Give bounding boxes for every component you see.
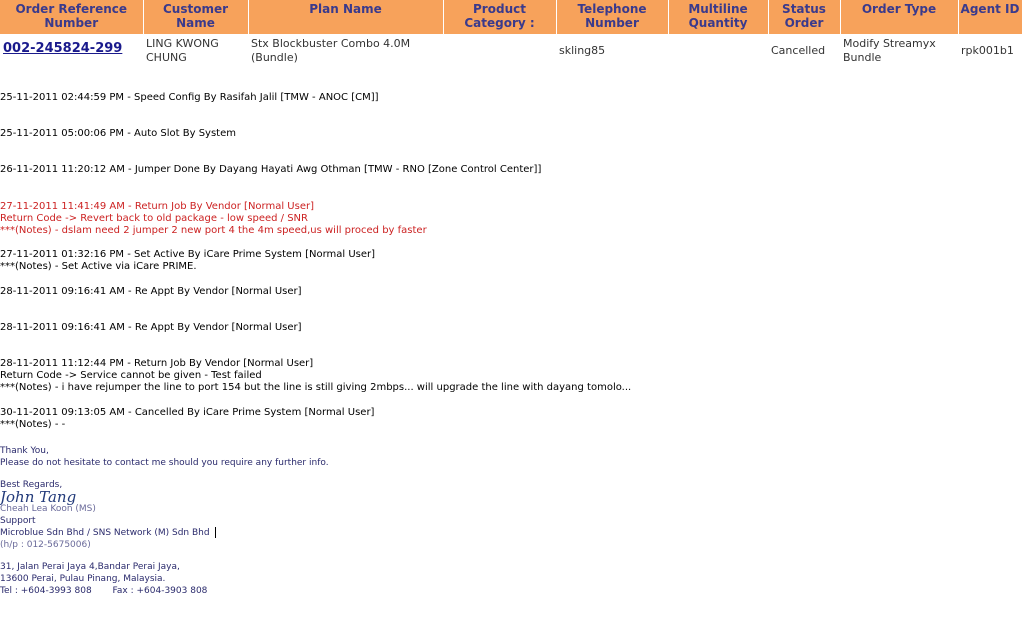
- text-cursor: [215, 527, 216, 538]
- log-entry: [0, 358, 631, 394]
- cell-order-type: Modify Streamyx Bundle: [843, 37, 936, 64]
- tel-number: Tel : +604-3993 808: [0, 586, 92, 596]
- header-multiline: Multiline Quantity: [668, 0, 768, 34]
- log-line: 25-11-2011 05:00:06 PM - Auto Slot By System: [0, 128, 236, 139]
- header-telephone: Telephone Number: [556, 0, 668, 34]
- signer-company-name: Microblue Sdn Bhd / SNS Network (M) Sdn Bhd: [0, 528, 210, 538]
- cell-plan: Stx Blockbuster Combo 4.0M (Bundle): [251, 37, 411, 64]
- header-status: Status Order: [768, 0, 840, 34]
- header-order-ref: Order Reference Number: [0, 0, 143, 34]
- cell-telephone: skling85: [559, 44, 606, 57]
- address-line-2: 13600 Perai, Pulau Pinang, Malaysia.: [0, 574, 166, 584]
- orders-table: [0, 0, 1022, 68]
- log-line: ***(Notes) - dslam need 2 jumper 2 new port 4 the 4m speed,us will proced by faster: [0, 225, 427, 236]
- cell-customer: LING KWONG CHUNG: [146, 37, 219, 64]
- log-line: 28-11-2011 09:16:41 AM - Re Appt By Vendor [Normal User]: [0, 286, 302, 297]
- log-entry: [0, 92, 379, 104]
- cell-order-ref: [0, 34, 143, 68]
- thanks-text: Thank You,: [0, 446, 49, 456]
- contact-numbers: [0, 585, 600, 597]
- log-line: 30-11-2011 09:13:05 AM - Cancelled By iCare Prime System [Normal User]: [0, 407, 375, 418]
- log-entry: [0, 286, 302, 298]
- regards-text: Best Regards,: [0, 480, 63, 490]
- header-category: Product Category :: [443, 0, 556, 34]
- log-line: 27-11-2011 01:32:16 PM - Set Active By iCare Prime System [Normal User]: [0, 249, 376, 260]
- log-entry-returned: [0, 201, 427, 237]
- handwritten-signature: John Tang: [0, 488, 77, 506]
- log-line: 25-11-2011 02:44:59 PM - Speed Config By Rasifah Jalil [TMW - ANOC [CM]]: [0, 92, 379, 103]
- signer-company: [0, 527, 600, 539]
- log-line: 28-11-2011 09:16:41 AM - Re Appt By Vendor [Normal User]: [0, 322, 302, 333]
- log-line: 26-11-2011 11:20:12 AM - Jumper Done By Dayang Hayati Awg Othman [TMW - RNO [Zone Control Center]]: [0, 164, 542, 175]
- log-line: ***(Notes) - i have rejumper the line to port 154 but the line is still giving 2mbps... will upgrade the line with dayang tomolo...: [0, 382, 632, 393]
- log-entry: [0, 249, 375, 273]
- log-line: ***(Notes) - -: [0, 419, 66, 430]
- log-entry: [0, 322, 302, 334]
- log-line: 28-11-2011 11:12:44 PM - Return Job By Vendor [Normal User]: [0, 358, 314, 369]
- log-entry: [0, 407, 374, 431]
- cell-multiline: [668, 34, 768, 68]
- order-ref-link[interactable]: 002-245824-299: [3, 41, 123, 56]
- table-header-row: [0, 0, 1022, 34]
- signer-dept: Support: [0, 516, 36, 526]
- log-entry: [0, 128, 236, 140]
- log-entry: [0, 164, 541, 176]
- fax-number: Fax : +604-3903 808: [112, 586, 208, 596]
- log-line: ***(Notes) - Set Active via iCare PRIME.: [0, 261, 197, 272]
- log-line: Return Code -> Revert back to old package - low speed / SNR: [0, 213, 308, 224]
- email-signature: [0, 445, 600, 597]
- log-line: Return Code -> Service cannot be given - Test failed: [0, 370, 262, 381]
- header-customer: Customer Name: [143, 0, 248, 34]
- table-row: [0, 34, 1022, 68]
- address-line-1: 31, Jalan Perai Jaya 4,Bandar Perai Jaya,: [0, 562, 180, 572]
- cell-agent: rpk001b1: [961, 44, 1014, 57]
- signer-name: Cheah Lea Koon (MS): [0, 504, 96, 514]
- contact-text: Please do not hesitate to contact me should you require any further info.: [0, 458, 329, 468]
- header-agent: Agent ID: [958, 0, 1022, 34]
- header-order-type: Order Type: [840, 0, 958, 34]
- log-line: 27-11-2011 11:41:49 AM - Return Job By Vendor [Normal User]: [0, 201, 314, 212]
- cell-status: Cancelled: [771, 44, 826, 57]
- cell-category: [443, 34, 556, 68]
- signer-phone: (h/p : 012-5675006): [0, 540, 91, 550]
- header-plan: Plan Name: [248, 0, 443, 34]
